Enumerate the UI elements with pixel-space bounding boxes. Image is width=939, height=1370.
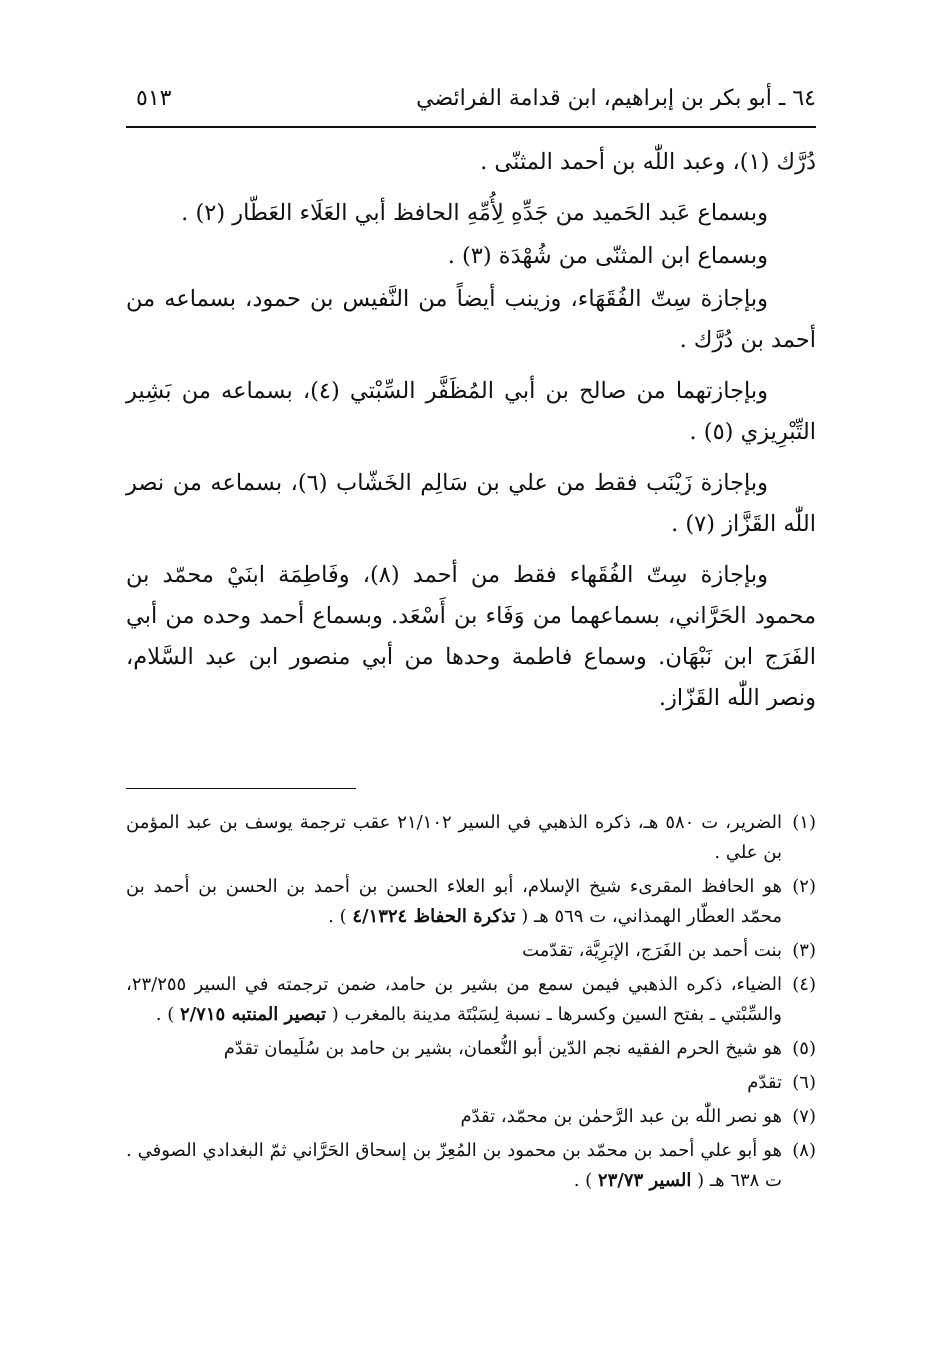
footnote-text: الضرير، ت ٥٨٠ هـ، ذكره الذهبي في السير ٢١/١٠٢ عقب ترجمة يوسف بن عبد المؤمن بن علي . [126, 812, 782, 863]
footnote-text-end: ) . [328, 906, 353, 927]
footnote-2 [126, 872, 816, 932]
footnotes [126, 808, 816, 1200]
footnote-4 [126, 970, 816, 1030]
footnote-number: (١) [792, 812, 816, 833]
footnote-text: بنت أحمد بن الفَرَج، الإبَرِيَّة، تقدّمت [522, 940, 782, 961]
page-number: ٥١٣ [136, 86, 172, 111]
main-text [126, 142, 816, 721]
footnote-number: (٦) [792, 1072, 816, 1093]
document-page [126, 70, 816, 1350]
paragraph-3: وبسماع ابن المثنّى من شُهْدَة (٣) . [447, 243, 768, 269]
footnote-7 [126, 1102, 816, 1132]
footnote-number: (٨) [792, 1140, 816, 1161]
footnote-number: (٢) [792, 876, 816, 897]
footnote-5 [126, 1034, 816, 1064]
page-header [126, 80, 816, 118]
footnote-number: (٣) [792, 940, 816, 961]
footnote-citation: تبصير المنتبه ٢/٧١٥ [179, 1004, 326, 1025]
footnote-text: هو أبو علي أحمد بن محمّد بن محمود بن المُعِزّ بن إسحاق الحَرَّاني ثمّ البغدادي الصوفي . ت ٦٣٨ هـ ( [126, 1140, 782, 1191]
footnote-1 [126, 808, 816, 868]
paragraph-7: وبإجازة سِتّ الفُقَهاء فقط من أحمد (٨)، وفَاطِمَة ابنَيْ محمّد بن محمود الحَرَّاني، بسماعهما من وَفَاء بن أَسْعَد. وبسماع أحمد وحده من أبي الفَرَج ابن نَبْهَان. وسماع فاطمة وحدها من أبي منصور ابن عبد السَّلام، ونصر اللّٰه القَزّاز. [126, 562, 816, 711]
footnote-citation: تذكرة الحفاظ ٤/١٣٢٤ [352, 906, 516, 927]
footnote-citation: السير ٢٣/٧٣ [597, 1170, 692, 1191]
footnote-number: (٧) [792, 1106, 816, 1127]
paragraph-2: وبسماع عَبد الحَميد من جَدِّهِ لِأُمِّهِ الحافظ أبي العَلَاء العَطّار (٢) . [181, 200, 768, 226]
footnote-number: (٥) [792, 1038, 816, 1059]
footnote-text-end: ) . [573, 1170, 598, 1191]
header-divider [126, 126, 816, 128]
footnote-text: هو نصر اللّٰه بن عبد الرَّحمٰن بن محمّد، تقدّم [460, 1106, 782, 1127]
footnote-3 [126, 936, 816, 966]
footnote-number: (٤) [792, 974, 816, 995]
footnote-8 [126, 1136, 816, 1196]
paragraph-1: دُرَّك (١)، وعبد اللّٰه بن أحمد المثنّى . [480, 149, 816, 175]
footnote-text: الضياء، ذكره الذهبي فيمن سمع من بشير بن حامد، ضمن ترجمته في السير ٢٣/٢٥٥، والسِّبْتي ـ بفتح السين وكسرها ـ نسبة لِسَبْتَة مدينة بالمغرب ( [126, 974, 782, 1025]
footnote-text: هو شيخ الحرم الفقيه نجم الدّين أبو النُّعمان، بشير بن حامد بن سُلَيمان تقدّم [223, 1038, 782, 1059]
footnote-text: تقدّم [747, 1072, 782, 1093]
footnote-divider [126, 788, 356, 789]
paragraph-6: وبإجازة زَيْنَب فقط من علي بن سَالِم الخَشّاب (٦)، بسماعه من نصر اللّٰه القَزَّاز (٧) . [126, 470, 816, 537]
paragraph-5: وبإجازتهما من صالح بن أبي المُظَفَّر السِّبْتي (٤)، بسماعه من بَشِير التِّبْرِيزي (٥) . [126, 378, 816, 445]
footnote-text-end: ) . [155, 1004, 180, 1025]
footnote-text: هو الحافظ المقرىء شيخ الإسلام، أبو العلاء الحسن بن أحمد بن الحسن بن أحمد بن محمّد العطّار الهمذاني، ت ٥٦٩ هـ ( [126, 876, 782, 927]
running-title: ٦٤ ـ أبو بكر بن إبراهيم، ابن قدامة الفرائضي [416, 86, 816, 111]
footnote-6 [126, 1068, 816, 1098]
paragraph-4: وبإجازة سِتّ الفُقَهَاء، وزينب أيضاً من النَّفيس بن حمود، بسماعه من أحمد بن دُرَّك . [126, 286, 816, 353]
